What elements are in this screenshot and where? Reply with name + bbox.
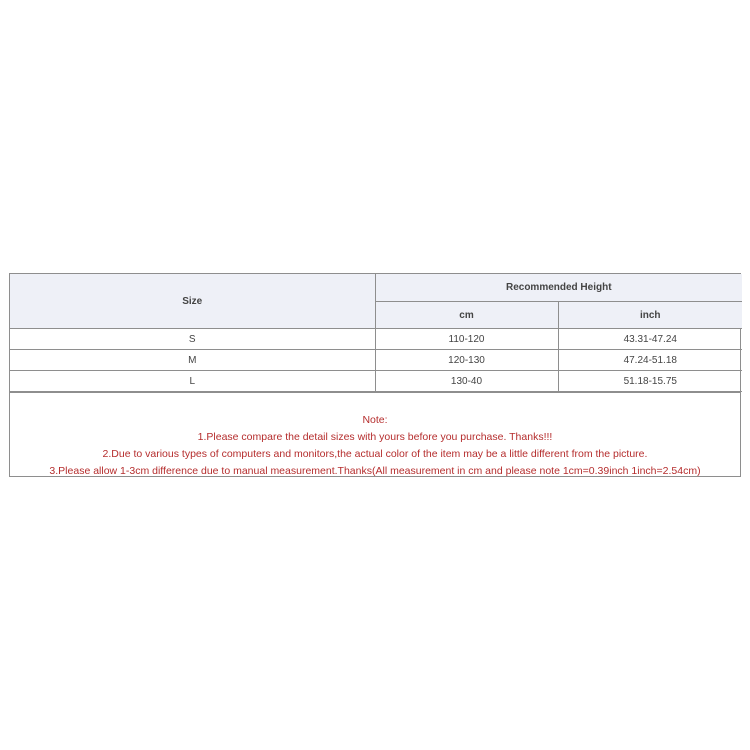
size-column-header: Size — [10, 274, 375, 329]
size-table — [10, 274, 742, 392]
cm-column-header: cm — [375, 302, 558, 329]
size-cell: M — [10, 350, 375, 371]
size-chart — [9, 273, 741, 477]
note-line-1: 1.Please compare the detail sizes with yours before you purchase. Thanks!!! — [197, 431, 553, 443]
note-section — [10, 392, 740, 476]
cm-cell: 110-120 — [375, 329, 558, 350]
cm-cell: 130-40 — [375, 371, 558, 392]
inch-column-header: inch — [558, 302, 742, 329]
inch-cell: 47.24-51.18 — [558, 350, 742, 371]
note-line-2: 2.Due to various types of computers and monitors,the actual color of the item may be a little different from the picture. — [102, 448, 648, 460]
note-title: Note: — [362, 414, 388, 426]
table-row — [10, 350, 742, 371]
table-row — [10, 371, 742, 392]
inch-cell: 43.31-47.24 — [558, 329, 742, 350]
table-row — [10, 329, 742, 350]
table-header-row — [10, 274, 742, 302]
recommended-height-header: Recommended Height — [375, 274, 742, 302]
inch-cell: 51.18-15.75 — [558, 371, 742, 392]
note-line-3: 3.Please allow 1-3cm difference due to manual measurement.Thanks(All measurement in cm and please note 1cm=0.39inch 1inch=2.54cm) — [49, 465, 701, 477]
cm-cell: 120-130 — [375, 350, 558, 371]
size-cell: L — [10, 371, 375, 392]
size-cell: S — [10, 329, 375, 350]
